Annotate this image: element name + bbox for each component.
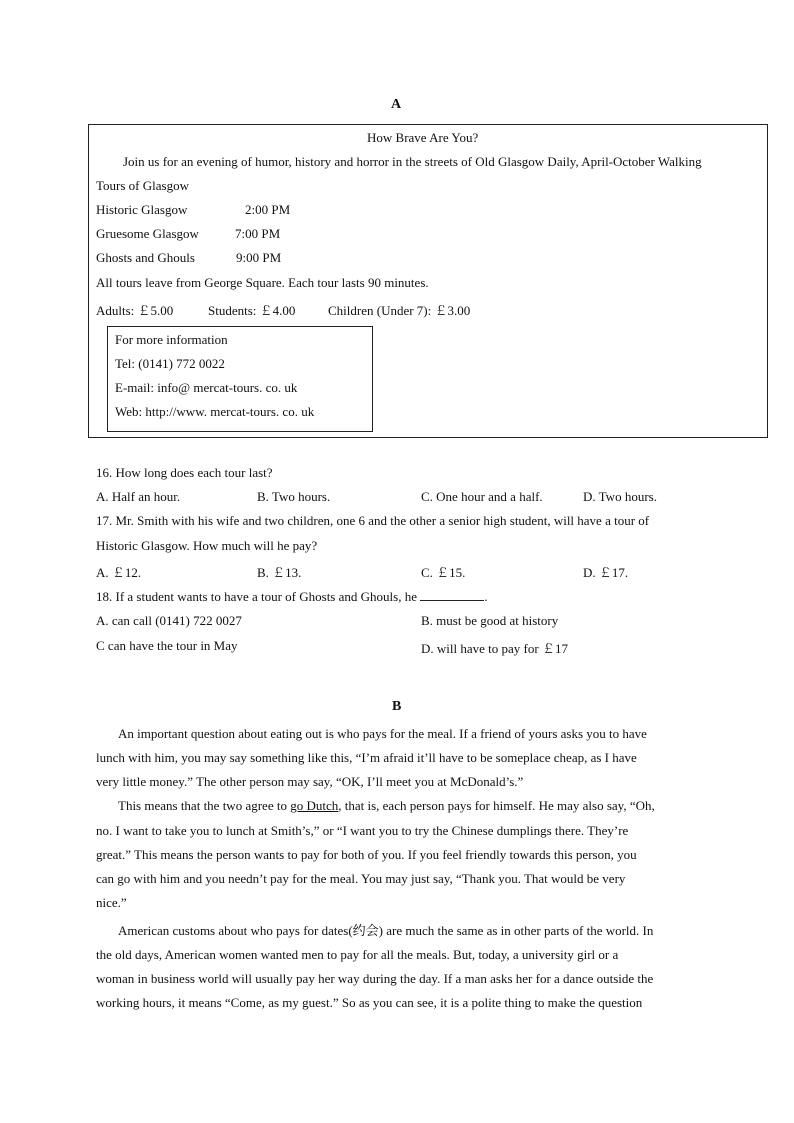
passage-line: no. I want to take you to lunch at Smith’s,” or “I want you to try the Chinese dumplings there. They’re (96, 823, 629, 838)
question-stem (96, 589, 487, 605)
ad-intro-line-2: Tours of Glasgow (96, 178, 189, 193)
ad-intro-line-1: Join us for an evening of humor, history and horror in the streets of Old Glasgow Daily, April-October Walking (123, 154, 702, 169)
passage-line: very little money.” The other person may say, “OK, I’ll meet you at McDonald’s.” (96, 774, 524, 789)
passage-line: lunch with him, you may say something like this, “I’m afraid it’ll have to be someplace cheap, as I have (96, 750, 637, 765)
info-heading: For more information (115, 332, 228, 347)
option-b: B. ￡13. (257, 565, 302, 580)
passage-line: woman in business world will usually pay her way during the day. If a man asks her for a dance outside the (96, 971, 654, 986)
tour-note: All tours leave from George Square. Each tour lasts 90 minutes. (96, 275, 429, 290)
option-b: B. Two hours. (257, 489, 331, 504)
passage-line: can go with him and you needn’t pay for the meal. You may just say, “Thank you. That would be very (96, 871, 626, 886)
passage-line: great.” This means the person wants to pay for both of you. If you feel friendly towards this person, you (96, 847, 637, 862)
info-email: E-mail: info@ mercat-tours. co. uk (115, 380, 298, 395)
tour-time: 7:00 PM (235, 226, 281, 241)
tour-name: Historic Glasgow (96, 202, 188, 217)
question-stem-line-2: Historic Glasgow. How much will he pay? (96, 538, 318, 553)
tour-name: Ghosts and Ghouls (96, 250, 195, 265)
question-stem-end: . (484, 589, 488, 604)
section-a-title: A (391, 97, 402, 112)
passage-line: the old days, American women wanted men to pay for all the meals. But, today, a university girl or a (96, 947, 619, 962)
passage-line (118, 798, 655, 814)
option-a: A. can call (0141) 722 0027 (96, 613, 242, 628)
option-a: A. Half an hour. (96, 489, 181, 504)
option-d: D. will have to pay for ￡17 (421, 641, 568, 656)
info-tel: Tel: (0141) 772 0022 (115, 356, 225, 371)
option-c: C can have the tour in May (96, 638, 238, 653)
option-c: C. ￡15. (421, 565, 466, 580)
tour-time: 2:00 PM (245, 202, 291, 217)
tour-name: Gruesome Glasgow (96, 226, 199, 241)
question-stem: 16. How long does each tour last? (96, 465, 273, 480)
passage-line: An important question about eating out is who pays for the meal. If a friend of yours asks you to have (118, 726, 647, 741)
passage-text: , that is, each person pays for himself. He may also say, “Oh, (338, 798, 655, 813)
passage-line: American customs about who pays for dates(约会) are much the same as in other parts of the world. In (118, 923, 654, 938)
option-d: D. Two hours. (583, 489, 657, 504)
question-stem-text: 18. If a student wants to have a tour of Ghosts and Ghouls, he (96, 589, 417, 604)
price-adults: Adults: ￡5.00 (96, 303, 174, 318)
info-web: Web: http://www. mercat-tours. co. uk (115, 404, 315, 419)
option-a: A. ￡12. (96, 565, 142, 580)
option-b: B. must be good at history (421, 613, 559, 628)
price-children: Children (Under 7): ￡3.00 (328, 303, 471, 318)
option-c: C. One hour and a half. (421, 489, 543, 504)
ad-heading: How Brave Are You? (367, 130, 479, 145)
price-students: Students: ￡4.00 (208, 303, 296, 318)
passage-line: nice.” (96, 895, 127, 910)
underlined-phrase: go Dutch (290, 798, 339, 813)
answer-blank (420, 590, 484, 601)
question-stem-line-1: 17. Mr. Smith with his wife and two children, one 6 and the other a senior high student, will have a tour of (96, 513, 650, 528)
option-d: D. ￡17. (583, 565, 629, 580)
tour-time: 9:00 PM (236, 250, 282, 265)
passage-text: This means that the two agree to (118, 798, 291, 813)
passage-line: working hours, it means “Come, as my guest.” So as you can see, it is a polite thing to make the question (96, 995, 643, 1010)
section-b-title: B (392, 699, 402, 714)
